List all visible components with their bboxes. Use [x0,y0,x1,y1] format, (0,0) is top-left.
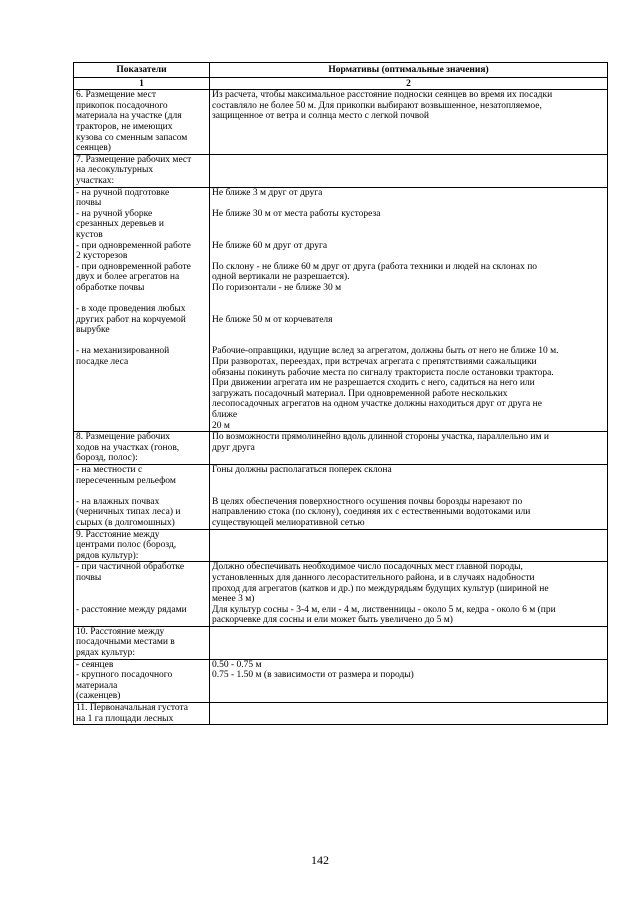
column-number-1: 1 [74,77,210,90]
indicator-cell: 7. Размещение рабочих мест на лесокультурных участках: [74,154,210,187]
table-row [74,659,608,702]
norm-cell: Гоны должны располагаться поперек склона В целях обеспечения поверхностного осушения почвы борозды нарезают по направлению стока (по склону), соединяя их с естественными водотоками или существующей мелиоративной сетью [210,464,608,529]
header-row [74,63,608,78]
norm-cell: Из расчета, чтобы максимальное расстояние подноски сеянцев во время их посадки составляло не более 50 м. Для прикопки выбирают возвышенное, незатопляемое, защищенное от ветра и солнца место с легкой почвой [210,90,608,155]
norm-cell [210,529,608,562]
table-row [74,562,608,627]
indicator-cell: - при частичной обработке почвы - расстояние между рядами [74,562,210,627]
norm-cell: 0.50 - 0.75 м 0.75 - 1.50 м (в зависимости от размера и породы) [210,659,608,702]
norm-cell [210,154,608,187]
column-number-row [74,77,608,90]
table-row [74,90,608,155]
indicator-cell: 10. Расстояние между посадочными местами в рядах культур: [74,626,210,659]
indicator-cell: - на местности с пересеченным рельефом - на влажных почвах (черничных типах леса) и сырых (в долгомошных) [74,464,210,529]
table-row [74,464,608,529]
header-indicators: Показатели [74,63,210,78]
indicator-cell: 9. Расстояние между центрами полос (борозд, рядов культур): [74,529,210,562]
table-row [74,626,608,659]
column-number-2: 2 [210,77,608,90]
norms-table [73,62,608,725]
norms-table-container [73,62,607,725]
norm-cell: По возможности прямолинейно вдоль длинной стороны участка, параллельно им и друг друга [210,432,608,465]
table-row [74,432,608,465]
indicator-cell: - сеянцев - крупного посадочного материала (саженцев) [74,659,210,702]
norm-cell: Должно обеспечивать необходимое число посадочных мест главной породы, установленных для данного лесорастительного района, и в случаях надобности проход для агрегатов (катков и др.) по междурядьям будущих культур (шириной не менее 3 м) Для культур сосны - 3-4 м, ели - 4 м, лиственницы - около 5 м, кедра - около 6 м (при раскорчевке для сосны и ели может быть увеличено до 5 м) [210,562,608,627]
header-norms: Нормативы (оптимальные значения) [210,63,608,78]
table-row [74,154,608,187]
norm-cell [210,626,608,659]
indicator-cell: 6. Размещение мест прикопок посадочного материала на участке (для тракторов, не имеющих кузова со сменным запасом сеянцев) [74,90,210,155]
page-number: 142 [311,853,329,867]
indicator-cell: 8. Размещение рабочих ходов на участках (гонов, борозд, полос): [74,432,210,465]
norm-cell: Не ближе 3 м друг от друга Не ближе 30 м от места работы кустореза Не ближе 60 м друг от друга По склону - не ближе 60 м друг от друга (работа техники и людей на склонах по одной вертикали не разрешается). По горизонтали - не ближе 30 м Не ближе 50 м от корчевателя Рабочие-оправщики, идущие вслед за агрегатом, должны быть от него не ближе 10 м. При разворотах, переездах, при встречах агрегата с препятствиями сажальщики обязаны покинуть рабочие места по сигналу тракториста после остановки трактора. При движении агрегата им не разрешается сходить с него, садиться на него или загружать посадочный материал. При одновременной работе нескольких лесопосадочных агрегатов на одном участке должны находиться друг от друга не ближе 20 м [210,187,608,432]
indicator-cell: 11. Первоначальная густота на 1 га площади лесных [74,703,210,725]
norm-cell [210,703,608,725]
table-row [74,703,608,725]
indicator-cell: - на ручной подготовке почвы - на ручной уборке срезанных деревьев и кустов - при одновременной работе 2 кусторезов - при одновременной работе двух и более агрегатов на обработке почвы - в ходе проведения любых других работ на корчуемой вырубке - на механизированной посадке леса [74,187,210,432]
table-row [74,529,608,562]
table-row [74,187,608,432]
